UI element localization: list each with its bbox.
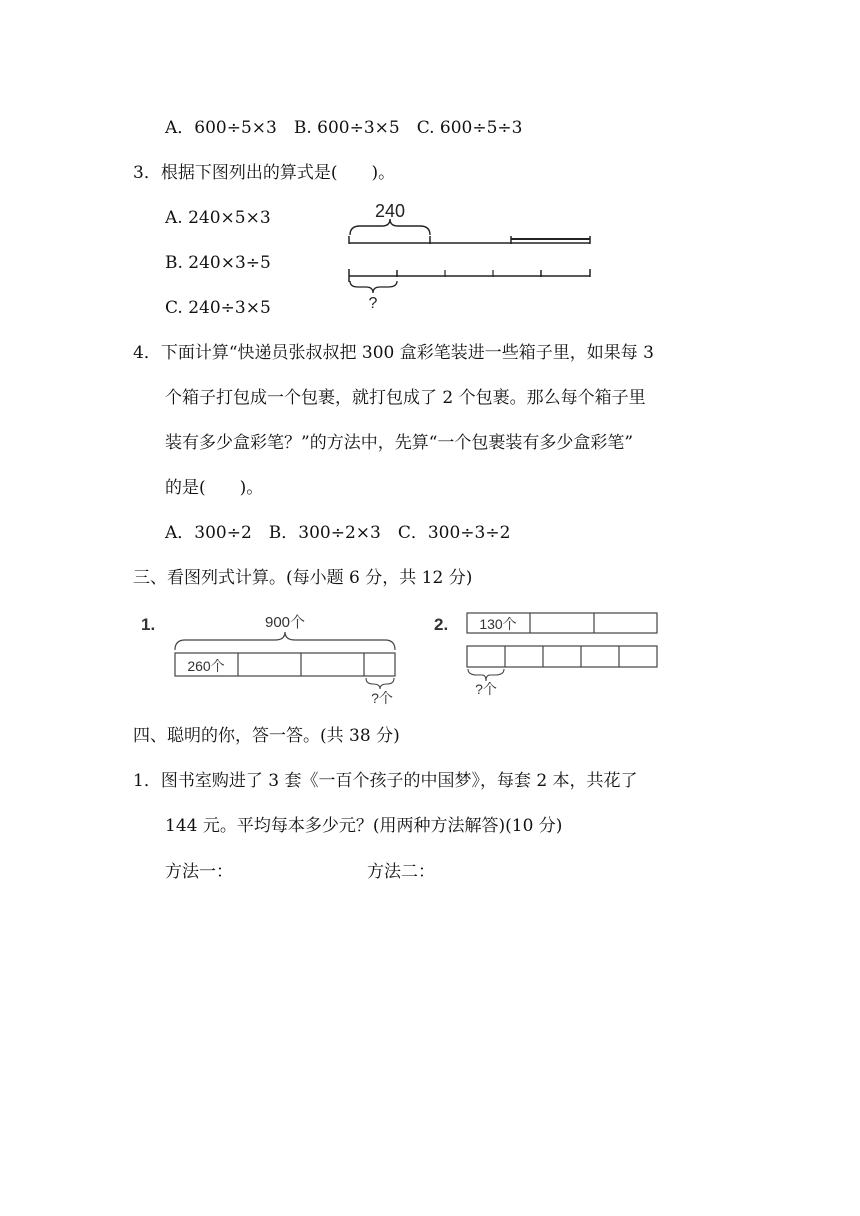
q3-option-c: C. 240÷3×5 bbox=[165, 298, 271, 318]
q3-stem: 3．根据下图列出的算式是( )。 bbox=[133, 163, 396, 183]
q3-option-a: A. 240×5×3 bbox=[165, 208, 271, 228]
method-2-label: 方法二： bbox=[367, 862, 435, 882]
figure-1-diagram bbox=[135, 606, 425, 710]
q2-options: A．600÷5×3 B. 600÷3×5 C. 600÷5÷3 bbox=[165, 118, 523, 138]
q4-line-2: 个箱子打包成一个包裹，就打包成了 2 个包裹。那么每个箱子里 bbox=[165, 388, 646, 408]
q4-line-3: 装有多少盒彩笔？”的方法中，先算“一个包裹装有多少盒彩笔” bbox=[165, 433, 634, 453]
q4-line-1: 4．下面计算“快递员张叔叔把 300 盒彩笔装进一些箱子里，如果每 3 bbox=[133, 343, 654, 363]
q4-line-4: 的是( )。 bbox=[165, 478, 264, 498]
method-1-label: 方法一： bbox=[165, 862, 233, 882]
q4-options: A．300÷2 B．300÷2×3 C．300÷3÷2 bbox=[165, 523, 511, 543]
section4-heading: 四、聪明的你，答一答。(共 38 分) bbox=[133, 726, 400, 746]
section4-q1-line-2: 144 元。平均每本多少元？(用两种方法解答)(10 分) bbox=[165, 816, 563, 836]
section4-q1-line-1: 1．图书室购进了 3 套《一百个孩子的中国梦》，每套 2 本，共花了 bbox=[133, 771, 638, 791]
q3-option-b: B. 240×3÷5 bbox=[165, 253, 271, 273]
figure-2-question-label: ?个 bbox=[475, 681, 497, 697]
figure-2-number: 2. bbox=[434, 615, 449, 634]
figure-2-segment-label: 130个 bbox=[479, 616, 517, 632]
q3-bottom-label: ? bbox=[368, 295, 378, 312]
figure-1-question-label: ?个 bbox=[371, 690, 393, 706]
q3-line-diagram bbox=[340, 195, 600, 315]
figure-1-number: 1. bbox=[141, 615, 156, 634]
figure-1-segment-label: 260个 bbox=[187, 658, 225, 674]
q3-top-label: 240 bbox=[374, 201, 406, 221]
figure-1-total-label: 900个 bbox=[264, 614, 306, 631]
section3-heading: 三、看图列式计算。(每小题 6 分，共 12 分) bbox=[133, 568, 473, 588]
figure-2-diagram bbox=[430, 606, 670, 710]
